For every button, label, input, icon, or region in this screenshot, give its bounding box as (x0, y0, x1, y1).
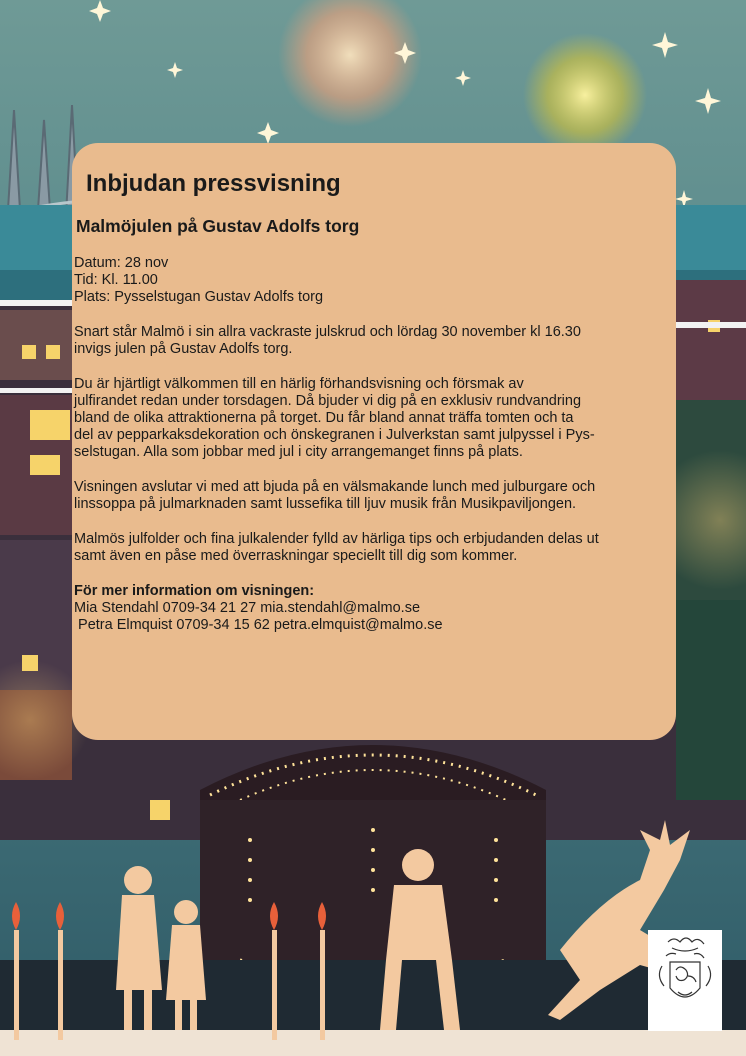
event-date: Datum: 28 nov (74, 255, 169, 271)
contact-person-1: Mia Stendahl 0709-34 21 27 mia.stendahl@malmo.se (74, 600, 421, 616)
paragraph-invitation (74, 376, 674, 461)
text-line: linssoppa på julmarknaden samt lussefika till ljuv musik från Musikpaviljongen. (74, 496, 577, 512)
text-line: bland de olika attraktionerna på torget. Du får bland annat träffa tomten och ta (74, 410, 574, 426)
text-line: selstugan. Alla som jobbar med jul i city arrangemanget finns på plats. (74, 444, 523, 460)
event-subtitle: Malmöjulen på Gustav Adolfs torg (76, 216, 360, 236)
text-line: Du är hjärtligt välkommen till en härlig förhandsvisning och försmak av (74, 376, 524, 392)
text-line: Visningen avslutar vi med att bjuda på en välsmakande lunch med julburgare och (74, 479, 596, 495)
contact-info (74, 583, 674, 634)
invitation-card (72, 143, 676, 740)
text-line: julfirandet redan under torsdagen. Då bjuder vi dig på en exklusiv rundvandring (74, 393, 582, 409)
event-time: Tid: Kl. 11.00 (74, 272, 158, 288)
text-line: invigs julen på Gustav Adolfs torg. (74, 341, 293, 357)
contact-person-2: Petra Elmquist 0709-34 15 62 petra.elmquist@malmo.se (74, 617, 443, 633)
carousel-icon (200, 745, 546, 975)
paragraph-gifts (74, 531, 674, 565)
page-title: Inbjudan pressvisning (86, 170, 341, 197)
paragraph-lunch (74, 479, 674, 513)
text-line: Malmös julfolder och fina julkalender fylld av härliga tips och erbjudanden delas ut (74, 531, 599, 547)
event-details (74, 255, 674, 306)
contact-label: För mer information om visningen: (74, 583, 315, 599)
text-line: del av pepparkaksdekoration och önskegranen i Julverkstan samt julpyssel i Pys- (74, 427, 595, 443)
event-place: Plats: Pysselstugan Gustav Adolfs torg (74, 289, 324, 305)
malmo-coat-of-arms-icon (648, 930, 722, 1031)
text-line: Snart står Malmö i sin allra vackraste julskrud och lördag 30 november kl 16.30 (74, 324, 581, 340)
paragraph-intro (74, 324, 674, 358)
text-line: samt även en påse med överraskningar speciellt till dig som kommer. (74, 548, 518, 564)
